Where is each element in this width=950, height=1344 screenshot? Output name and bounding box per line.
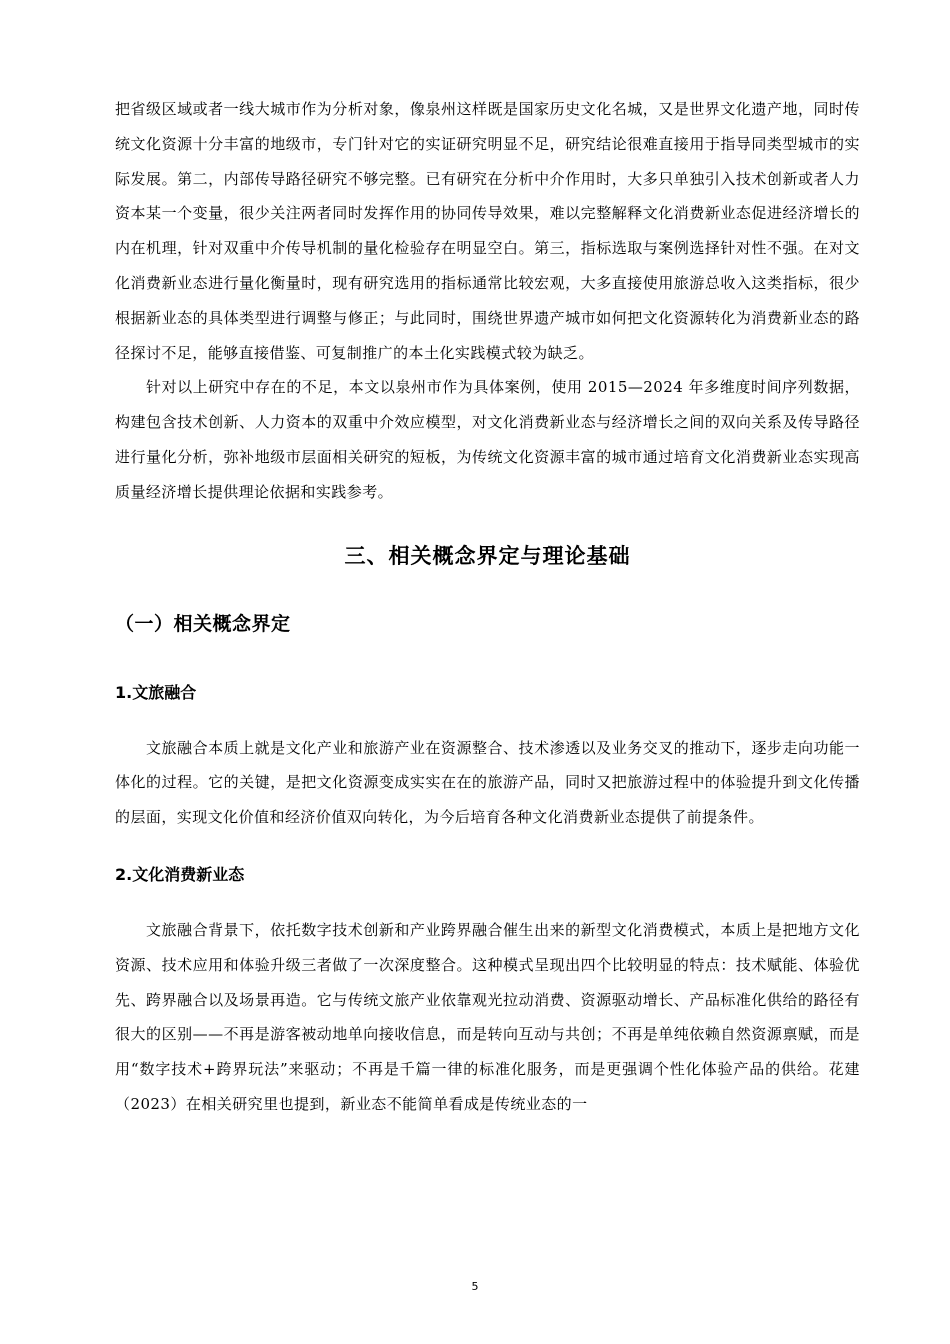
body-paragraph-tourism-integration: 文旅融合本质上就是文化产业和旅游产业在资源整合、技术渗透以及业务交叉的推动下，逐步走向功能一体化的过程。它的关键，是把文化资源变成实实在在的旅游产品，同时又把旅游过程中的体验提升到文化传播的层面，实现文化价值和经济价值双向转化，为今后培育各种文化消费新业态提供了前提条件。 [115,738,860,827]
body-paragraph-new-formats: 文旅融合背景下，依托数字技术创新和产业跨界融合催生出来的新型文化消费模式，本质上是把地方文化资源、技术应用和体验升级三者做了一次深度整合。这种模式呈现出四个比较明显的特点：技术赋能、体验优先、跨界融合以及场景再造。它与传统文旅产业依靠观光拉动消费、资源驱动增长、产品标准化供给的路径有很大的区别——不再是游客被动地单向接收信息，而是转向互动与共创；不再是单纯依赖自然资源禀赋，而是用“数字技术+跨界玩法”来驱动；不再是千篇一律的标准化服务，而是更强调个性化体验产品的供给。花建（2023）在相关研究里也提到，新业态不能简单看成是传统业态的一 [115,920,860,1113]
page-body [115,92,860,1122]
page-number: 5 [471,1280,479,1293]
chapter-title: 三、相关概念界定与理论基础 [344,543,631,568]
body-paragraph-continued: 把省级区域或者一线大城市作为分析对象，像泉州这样既是国家历史文化名城，又是世界文化遗产地，同时传统文化资源十分丰富的地级市，专门针对它的实证研究明显不足，研究结论很难直接用于指导同类型城市的实际发展。第二，内部传导路径研究不够完整。已有研究在分析中介作用时，大多只单独引入技术创新或者人力资本某一个变量，很少关注两者同时发挥作用的协同传导效果，难以完整解释文化消费新业态促进经济增长的内在机理，针对双重中介传导机制的量化检验存在明显空白。第三，指标选取与案例选择针对性不强。在对文化消费新业态进行量化衡量时，现有研究选用的指标通常比较宏观，大多直接使用旅游总收入这类指标，很少根据新业态的具体类型进行调整与修正；与此同时，围绕世界遗产城市如何把文化资源转化为消费新业态的路径探讨不足，能够直接借鉴、可复制推广的本土化实践模式较为缺乏。 [115,100,860,362]
body-paragraph-research-gap-response: 针对以上研究中存在的不足，本文以泉州市作为具体案例，使用 2015—2024 年多维度时间序列数据，构建包含技术创新、人力资本的双重中介效应模型，对文化消费新业态与经济增长之间的双向关系及传导路径进行量化分析，弥补地级市层面相关研究的短板，为传统文化资源丰富的城市通过培育文化消费新业态实现高质量经济增长提供理论依据和实践参考。 [115,378,860,501]
section-title: （一）相关概念界定 [115,612,291,635]
subsection-title-1: 1.文旅融合 [115,682,197,702]
subsection-title-2: 2.文化消费新业态 [115,864,245,884]
